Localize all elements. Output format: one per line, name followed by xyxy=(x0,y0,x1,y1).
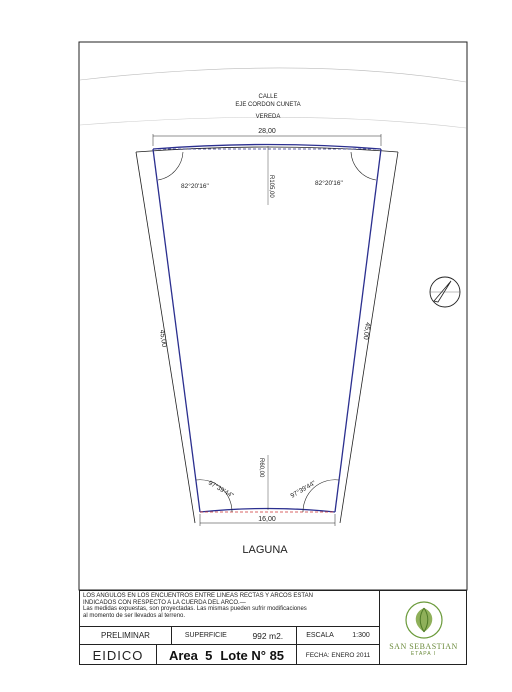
notes-cell xyxy=(80,591,380,627)
lot-number: Lote N° 85 xyxy=(220,647,285,663)
leaf-logo-icon xyxy=(404,600,444,640)
street-label-eje: EJE CORDON CUNETA xyxy=(235,102,301,108)
dim-top-width: 28,00 xyxy=(258,128,276,135)
dim-right-side: 45,00 xyxy=(361,321,371,341)
angle-top-right: 82°20'16" xyxy=(315,180,343,187)
surface-cell xyxy=(172,627,297,645)
project-name: SAN SEBASTIAN xyxy=(389,641,458,651)
lot-right-side xyxy=(335,149,381,512)
date-text: FECHA: ENERO 2011 xyxy=(305,651,371,659)
lot-cell xyxy=(157,645,297,665)
note-line-4: al momento de ser llevados al terreno. xyxy=(83,612,186,619)
scale-value: 1:300 xyxy=(352,632,370,639)
surface-value: 992 m2. xyxy=(252,630,284,641)
date-cell xyxy=(297,645,380,665)
street-curve-top xyxy=(80,68,466,82)
note-line-1: LOS ANGULOS EN LOS ENCUENTROS ENTRE LINEAS RECTAS Y ARCOS ESTAN xyxy=(83,593,313,599)
dim-bottom-width: 16,00 xyxy=(258,516,276,523)
dim-bottom-radius: R60,00 xyxy=(258,458,264,478)
company-cell xyxy=(80,645,157,665)
north-arrow-icon xyxy=(430,277,460,307)
street-label-calle: CALLE xyxy=(258,94,278,100)
note-line-3: Las medidas expuestas, son proyectadas. Las mismas pueden sufrir modificaciones xyxy=(83,606,307,613)
angle-arc-top-right xyxy=(351,152,376,180)
angle-top-left: 82°20'16" xyxy=(181,183,209,190)
drawing-frame xyxy=(79,42,467,590)
project-logo-cell xyxy=(380,591,467,665)
surface-label: SUPERFICIE xyxy=(184,632,227,639)
angle-bottom-left: 97°39'44" xyxy=(207,479,235,500)
dim-left-side: 45,00 xyxy=(158,329,168,348)
notes-text xyxy=(80,591,316,621)
status-text: PRELIMINAR xyxy=(101,631,150,640)
street-label-vereda: VEREDA xyxy=(255,114,281,120)
lagoon-label: LAGUNA xyxy=(242,544,288,556)
status-cell xyxy=(80,627,172,645)
note-line-2: INDICADOS CON RESPECTO A LA CUERDA DEL ARCO.— xyxy=(83,599,246,606)
area-label: Area 5 xyxy=(168,647,213,663)
company-logo-text: EIDICO xyxy=(92,647,144,663)
angle-bottom-right: 97°39'44" xyxy=(289,479,318,500)
scale-cell xyxy=(297,627,380,645)
scale-label: ESCALA xyxy=(306,632,334,639)
lot-bottom-arc xyxy=(200,509,335,513)
dim-top-radius: R105,00 xyxy=(268,175,274,198)
angle-arc-top-left xyxy=(158,152,183,180)
title-block xyxy=(79,590,467,665)
project-stage: ETAPA I xyxy=(410,650,437,657)
